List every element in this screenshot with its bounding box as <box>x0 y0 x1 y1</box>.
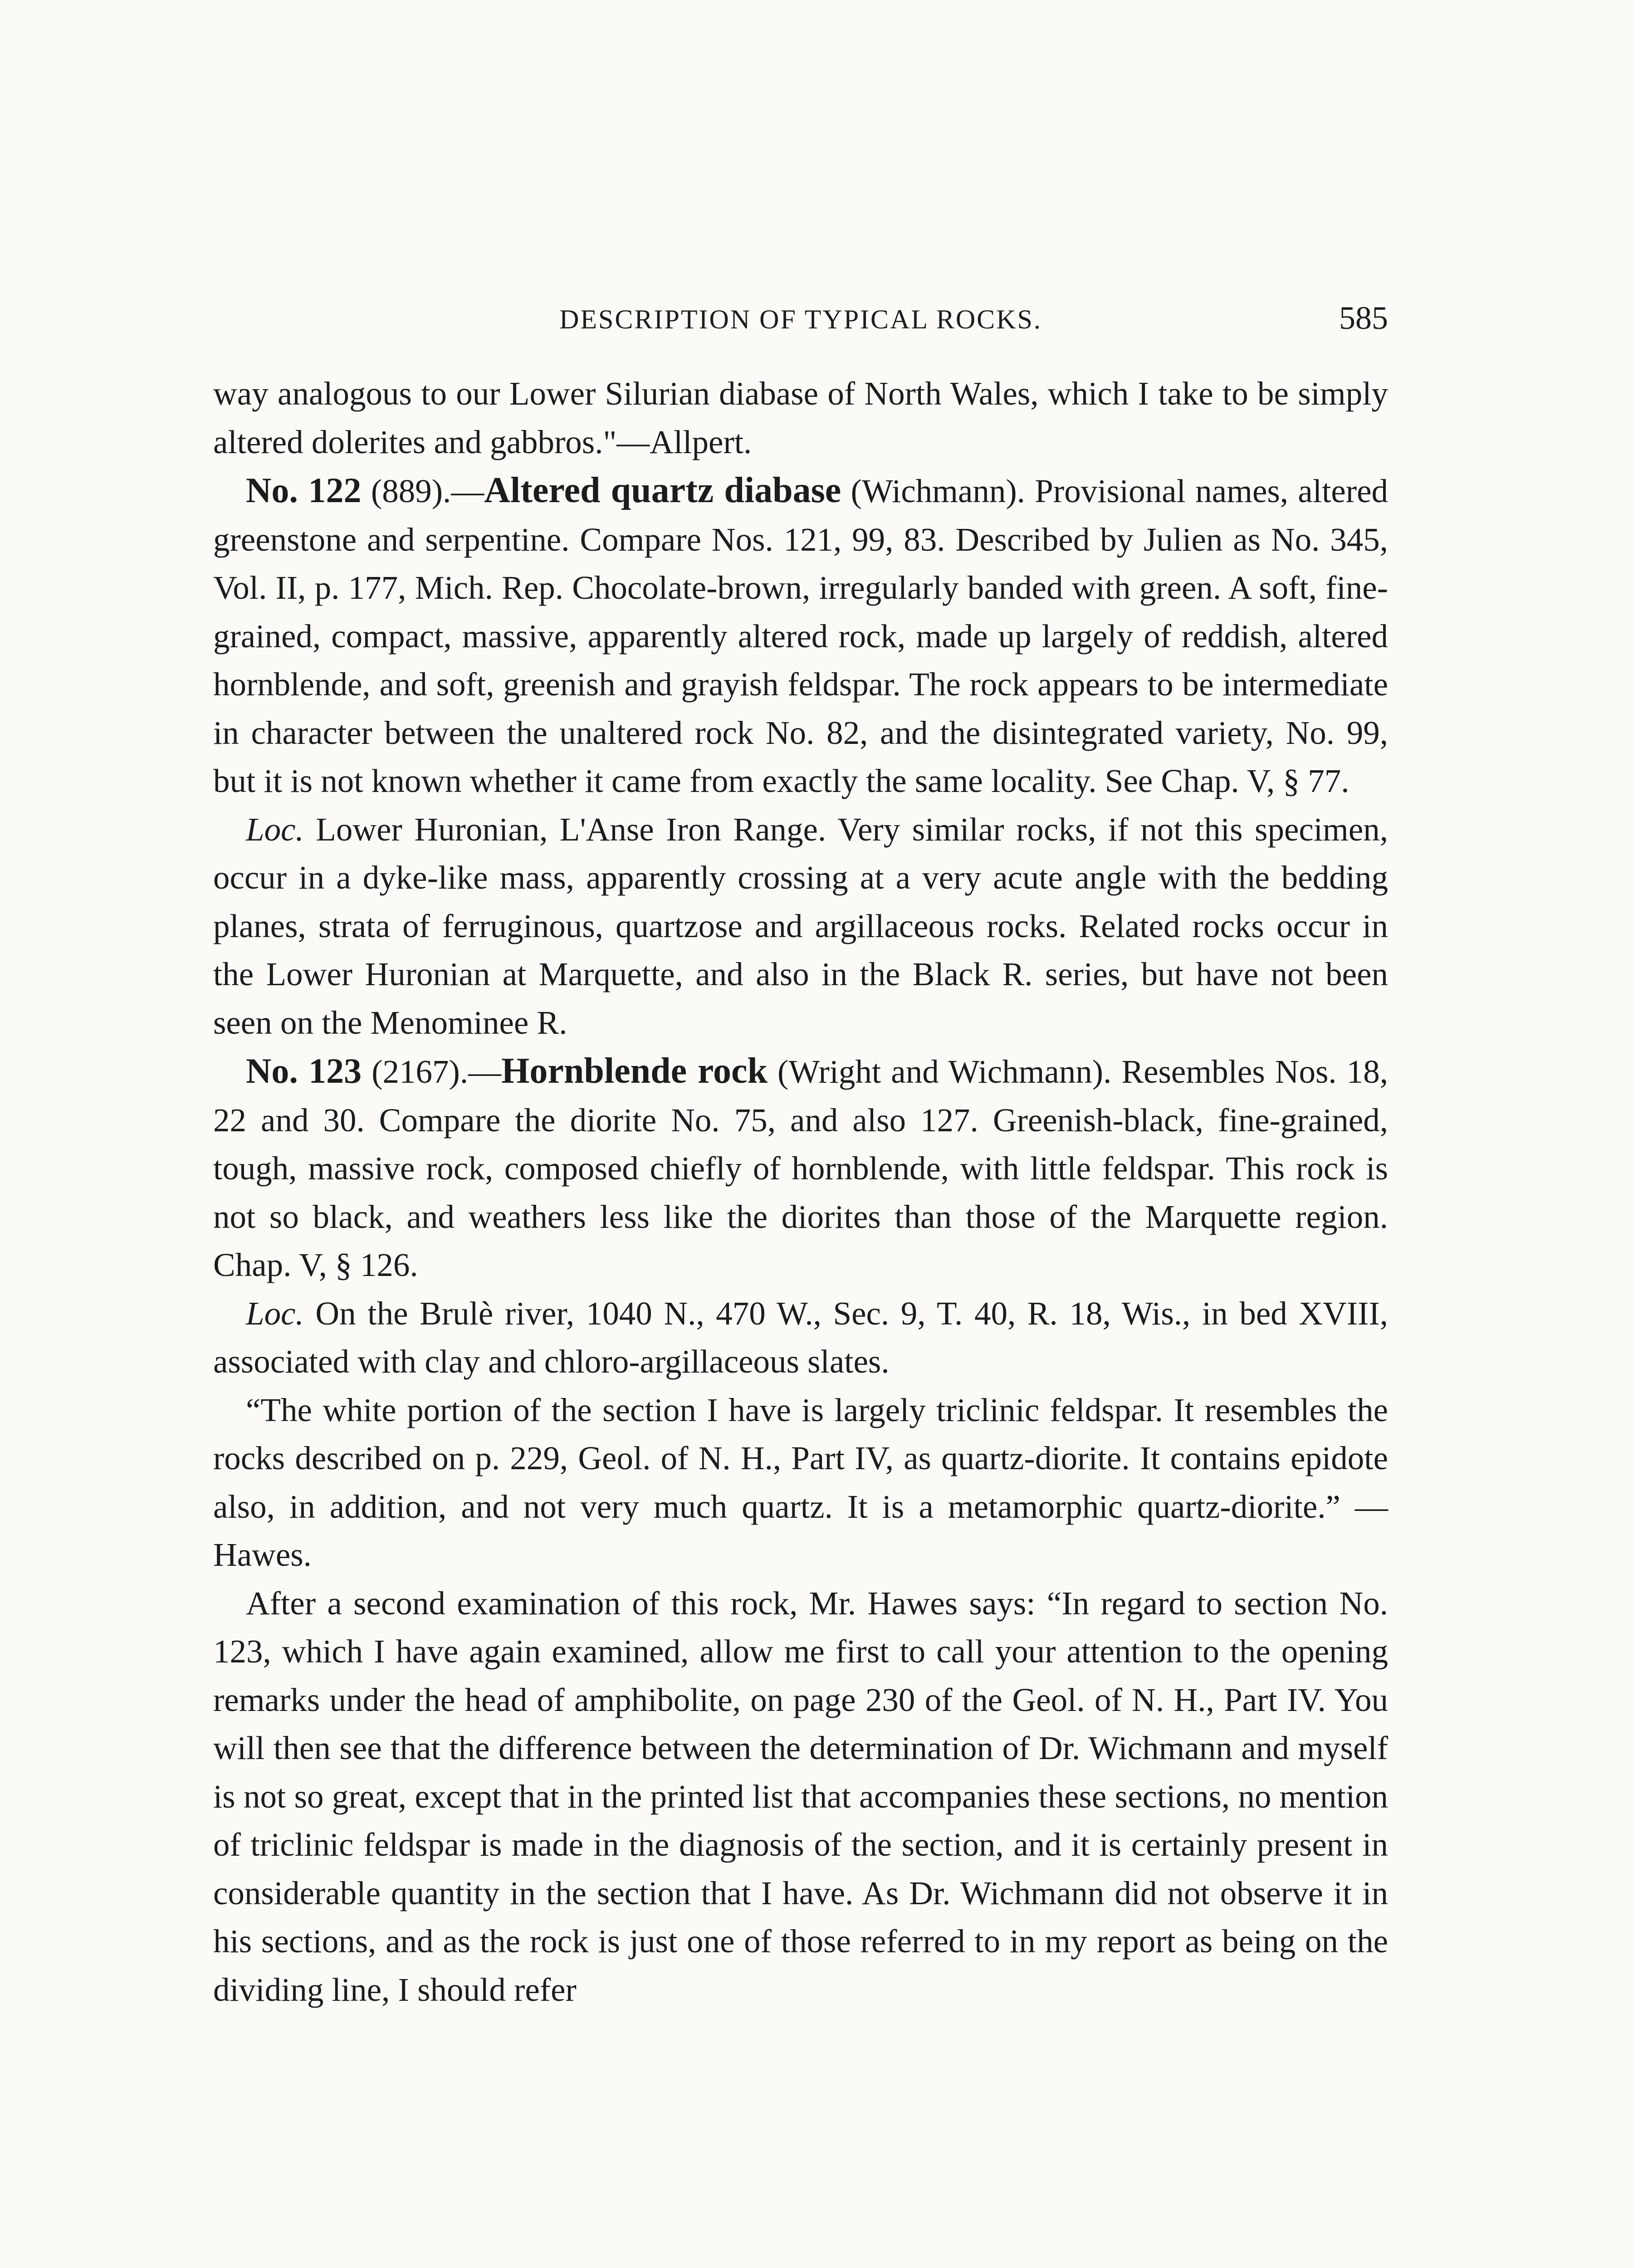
running-title: DESCRIPTION OF TYPICAL ROCKS. <box>559 304 1042 334</box>
entry-description: (Wichmann). Provisional names, altered greenstone and serpentine. Compare Nos. 121, 99, 83. Described by Julien as No. 345, Vol. II, p. 177, Mich. Rep. Chocolate-brown, irregularly banded with green. A soft, fine-grained, compact, massive, apparently altered rock, made up largely of reddish, altered hornblende, and soft, greenish and grayish feldspar. The rock appears to be intermediate in character between the unaltered rock No. 82, and the disintegrated variety, No. 99, but it is not known whether it came from exactly the same locality. See Chap. V, § 77. <box>213 473 1388 799</box>
entry-reference: (2167).— <box>362 1053 502 1090</box>
hawes-quote: “The white portion of the section I have is largely triclinic feldspar. It resembles the rocks described on p. 229, Geol. of N. H., Part IV, as quartz-diorite. It contains epidote also, in addition, and not very much quartz. It is a metamorphic quartz-diorite.” — Hawes. <box>213 1391 1388 1573</box>
page-body <box>213 370 1388 2014</box>
paragraph-continuation: way analogous to our Lower Silurian diabase of North Wales, which I take to be simply altered dolerites and gabbros."—Allpert. <box>213 375 1388 460</box>
locality-text: On the Brulè river, 1040 N., 470 W., Sec. 9, T. 40, R. 18, Wis., in bed XVIII, associated with clay and chloro-argillaceous slates. <box>213 1295 1388 1380</box>
locality-text: Lower Huronian, L'Anse Iron Range. Very similar rocks, if not this specimen, occur in a dyke-like mass, apparently crossing at a very acute angle with the bedding planes, strata of ferruginous, quartzose and argillaceous rocks. Related rocks occur in the Lower Huronian at Marquette, and also in the Black R. series, but have not been seen on the Menominee R. <box>213 811 1388 1041</box>
entry-number: No. 122 <box>246 470 362 510</box>
hawes-second-examination: After a second examination of this rock, Mr. Hawes says: “In regard to section No. 123, which I have again examined, allow me first to call your attention to the opening remarks under the head of amphibolite, on page 230 of the Geol. of N. H., Part IV. You will then see that the difference between the determination of Dr. Wichmann and myself is not so great, except that in the printed list that accompanies these sections, no mention of triclinic feldspar is made in the diagnosis of the section, and it is certainly present in considerable quantity in the section that I have. As Dr. Wichmann did not observe it in his sections, and as the rock is just one of those referred to in my report as being on the dividing line, I should refer <box>213 1584 1388 2008</box>
entry-title: Altered quartz diabase <box>484 470 841 510</box>
entry-title: Hornblende rock <box>501 1051 768 1091</box>
page-number: 585 <box>1339 300 1388 336</box>
page-header <box>213 299 1388 340</box>
entry-122 <box>213 466 1388 806</box>
entry-123 <box>213 1047 1388 1290</box>
locality-label: Loc. <box>246 1295 304 1332</box>
locality-122 <box>213 806 1388 1047</box>
entry-reference: (889).— <box>361 473 484 509</box>
locality-123 <box>213 1290 1388 1386</box>
locality-label: Loc. <box>246 811 304 848</box>
entry-description: (Wright and Wichmann). Resembles Nos. 18, 22 and 30. Compare the diorite No. 75, and also 127. Greenish-black, fine-grained, tough, massive rock, composed chiefly of hornblende, with little feldspar. This rock is not so black, and weathers less like the diorites than those of the Marquette region. Chap. V, § 126. <box>213 1053 1388 1283</box>
entry-number: No. 123 <box>246 1051 362 1090</box>
